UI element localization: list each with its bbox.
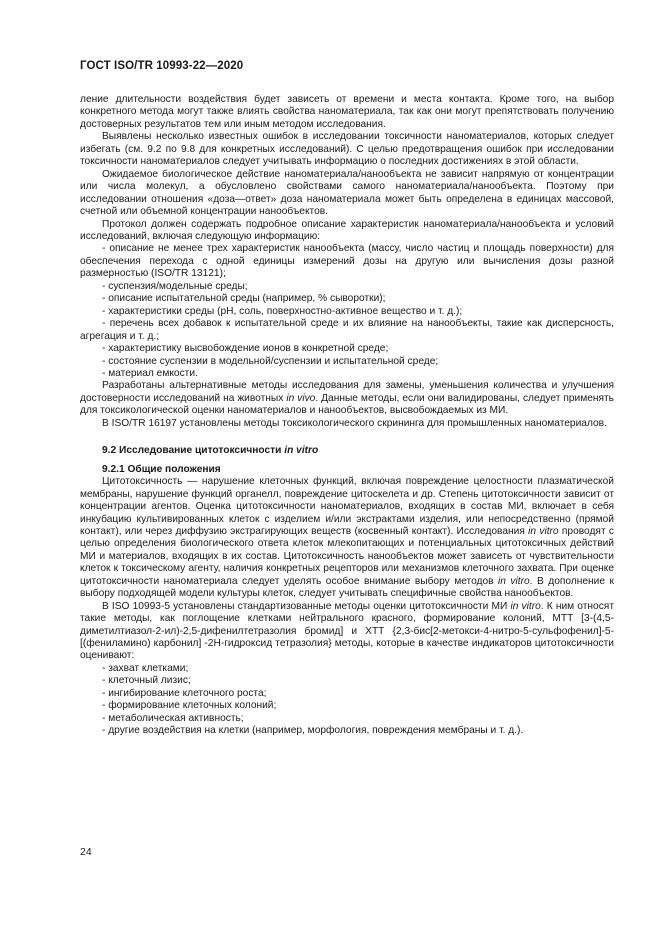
paragraph-protocol: Протокол должен содержать подробное описание характеристик наноматериала/нанообъекта и условий исследований, включая следующую информацию:: [80, 218, 614, 242]
list-item: - формирование клеточных колоний;: [102, 700, 277, 712]
list-item: - суспензия/модельные среды;: [102, 280, 248, 292]
list-item: - характеристику высвобождение ионов в конкретной среде;: [102, 343, 389, 355]
paragraph-alternative-methods: Разработаны альтернативные методы исследования для замены, уменьшения количества и улучшения достоверности исследований на животных in vivo. Данные методы, если они валидированы, следует применять для токсикологической оценки наноматериалов и нанообъектов, высвобождаемых из МИ.: [80, 380, 614, 417]
section-heading-9-2-1: 9.2.1 Общие положения: [102, 463, 221, 475]
paragraph-iso16197: В ISO/TR 16197 установлены методы токсикологического скрининга для промышленных наноматериалов.: [102, 417, 607, 429]
list-item: - другие воздействия на клетки (например, морфология, повреждения мембраны и т. д.).: [102, 725, 524, 737]
list-item: - перечень всех добавок к испытательной среде и их влияние на нанообъекты, такие как дисперсность, агрегация и т. д.;: [80, 318, 614, 342]
list-item: - материал емкости.: [102, 367, 198, 379]
list-item: - характеристики среды (pH, соль, поверхностно-активное вещество и т. д.);: [102, 305, 463, 317]
list-item: - метаболическая активность;: [102, 712, 244, 724]
list-item: - описание испытательной среды (например, % сыворотки);: [102, 293, 386, 305]
paragraph-iso10993-5: В ISO 10993-5 установлены стандартизованные методы оценки цитотоксичности МИ in vitro. К ним относят такие методы, как поглощение клетками нейтрального красного, формирование колоний, МТТ [3-(4,5-диметилтиазол-2-ил)-2,5-дифенилтетразолия бромид] и ХТТ {2,3-бис[2-метокси-4-нитро-5-сульфофенил]-5-[(фениламино) карбонил] -2Н-гидроксид тетразолия} методы, которые в качестве индикаторов цитотоксичности оценивают:: [80, 600, 614, 662]
section-heading-9-2: 9.2 Исследование цитотоксичности in vitro: [102, 445, 319, 457]
list-item: - состояние суспензии в модельной/суспензии и испытательной среде;: [102, 355, 439, 367]
list-item: - ингибирование клеточного роста;: [102, 687, 267, 699]
paragraph-continued: ление длительности воздействия будет зависеть от времени и места контакта. Кроме того, на выбор конкретного метода могут также влиять свойства наноматериала, так как они могут препятствовать получению достоверных результатов тем или иным методом исследования.: [80, 94, 614, 130]
list-item: - клеточный лизис;: [102, 675, 191, 687]
paragraph-cytotoxicity: Цитотоксичность — нарушение клеточных функций, включая повреждение целостности плазматической мембраны, нарушение функций органелл, повреждение цитоскелета и др. Степень цитотоксичности зависит от концентрации агентов. Оценка цитотоксичности наноматериалов, входящих в состав МИ, включает в себя инкубацию культивированных клеток с изделием и/или экстрактами изделия, или непосредственно (прямой контакт), или через диффузию экстрагирующих веществ (косвенный контакт). Исследования in vitro проводят с целью определения биологического ответа клеток млекопитающих и потенциальных цитотоксичных действий МИ и материалов, входящих в их состав. Цитотоксичность нанообъектов может зависеть от чувствительности клеток к токсическому агенту, наличия конкретных рецепторов или механизмов клеточного захвата. При оценке цитотоксичности наноматериала следует уделять особое внимание выбору методов in vitro. В дополнение к выбору подходящей модели культуры клеток, следует учитывать специфичные свойства нанообъектов.: [80, 476, 614, 600]
list-item: - описание не менее трех характеристик нанообъекта (массу, число частиц и площадь поверхности) для обеспечения перехода с одной единицы измерений дозы на другую или вычисления дозы разной размерностью (ISO/TR 13121);: [80, 243, 614, 280]
paragraph-bio-effect: Ожидаемое биологическое действие наноматериала/нанообъекта не зависит напрямую от концентрации или числа молекул, а обусловлено свойствами самого наноматериала/нанообъекта. Поэтому при исследовании отношения «доза—ответ» доза наноматериала может быть определена в единицах массовой, счетной или объемной концентрации нанообъектов.: [80, 168, 614, 218]
document-header: ГОСТ ISO/TR 10993-22—2020: [80, 60, 244, 72]
list-item: - захват клетками;: [102, 662, 189, 674]
page-number: 24: [80, 846, 92, 858]
document-body: [80, 94, 614, 738]
paragraph-errors: Выявлены несколько известных ошибок в исследовании токсичности наноматериалов, которых следует избегать (см. 9.2 по 9.8 для конкретных исследований). С целью предотвращения ошибок при исследовании токсичности наноматериалов следует учитывать информацию о последних достижениях в этой области.: [80, 131, 614, 168]
